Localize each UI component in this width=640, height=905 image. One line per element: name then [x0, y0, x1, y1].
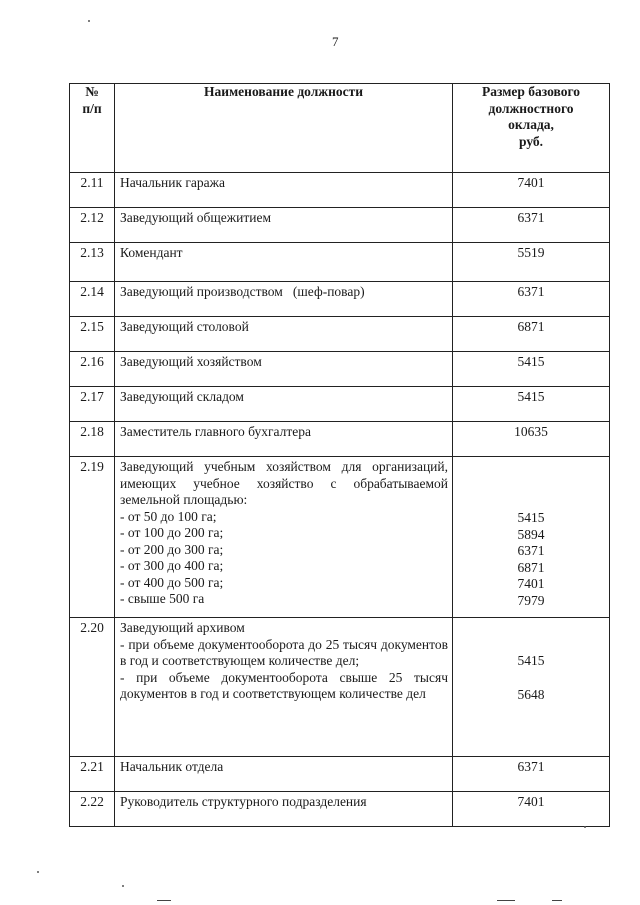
salary-value: 7401	[453, 792, 610, 827]
position-name: Начальник отдела	[115, 757, 453, 792]
salary-value: 7401	[517, 576, 545, 591]
position-name: Руководитель структурного подразделения	[115, 792, 453, 827]
position-name: Комендант	[115, 243, 453, 282]
position-title: Заведующий архивом	[120, 620, 245, 635]
salary-value: 7401	[453, 173, 610, 208]
condition-label: - при объеме документооборота до 25 тысяч документов в год и соответствующем количестве дел;	[120, 636, 448, 668]
scan-speck	[88, 20, 90, 22]
table-row	[70, 352, 610, 387]
header-num-line: п/п	[82, 100, 102, 116]
table-row	[70, 618, 610, 757]
salary-table	[69, 83, 610, 827]
salary-value: 6371	[517, 543, 545, 558]
salary-value: 6871	[517, 559, 545, 575]
table-row	[70, 282, 610, 317]
range-label: - от 50 до 100 га;	[120, 508, 217, 524]
table-row	[70, 757, 610, 792]
row-number: 2.15	[70, 317, 115, 352]
salary-value: 6371	[453, 757, 610, 792]
position-name: Начальник гаража	[115, 173, 453, 208]
header-salary	[453, 84, 610, 173]
range-label: - свыше 500 га	[120, 591, 205, 606]
header-salary-line: должностного	[488, 100, 574, 116]
scan-mark	[497, 900, 515, 901]
position-name: Заведующий производством (шеф-повар)	[115, 282, 453, 317]
row-number: 2.21	[70, 757, 115, 792]
salary-value: 5415	[517, 510, 545, 525]
scan-mark	[552, 900, 562, 901]
table-row	[70, 173, 610, 208]
position-name: Заведующий столовой	[115, 317, 453, 352]
table-row	[70, 243, 610, 282]
row-number: 2.18	[70, 422, 115, 457]
position-name	[115, 457, 453, 618]
scan-speck	[37, 871, 39, 873]
scan-speck	[122, 885, 124, 887]
scan-speck	[584, 826, 586, 828]
salary-value: 5415	[453, 387, 610, 422]
row-number: 2.11	[70, 173, 115, 208]
row-number: 2.12	[70, 208, 115, 243]
row-number: 2.17	[70, 387, 115, 422]
salary-value: 6371	[453, 282, 610, 317]
row-number: 2.20	[70, 618, 115, 757]
position-name: Заведующий хозяйством	[115, 352, 453, 387]
range-label: - от 100 до 200 га;	[120, 525, 224, 540]
salary-value: 5415	[453, 352, 610, 387]
salary-value: 5519	[453, 243, 610, 282]
position-name	[115, 618, 453, 757]
salary-value: 7979	[517, 592, 545, 608]
header-num-line: №	[85, 84, 99, 99]
header-salary-line: руб.	[518, 133, 544, 149]
salary-value: 6371	[453, 208, 610, 243]
row-number: 2.16	[70, 352, 115, 387]
salary-values	[453, 457, 610, 618]
table-row	[70, 317, 610, 352]
page-number: 7	[332, 34, 339, 49]
range-label: - от 200 до 300 га;	[120, 541, 224, 557]
table-row	[70, 208, 610, 243]
salary-value: 5648	[517, 686, 545, 702]
scan-mark	[157, 900, 171, 901]
position-intro: Заведующий учебным хозяйством для организаций, имеющих учебное хозяйство с обрабатываемой земельной площадью:	[120, 459, 448, 507]
header-num	[70, 84, 115, 173]
salary-value: 10635	[453, 422, 610, 457]
table-header-row	[70, 84, 610, 173]
salary-value: 6871	[453, 317, 610, 352]
position-name: Заведующий общежитием	[115, 208, 453, 243]
table-row	[70, 387, 610, 422]
range-label: - от 300 до 400 га;	[120, 558, 224, 573]
header-salary-line: оклада,	[508, 117, 554, 132]
condition-label: - при объеме документооборота свыше 25 тысяч документов в год и соответствующем количестве дел	[120, 669, 448, 701]
row-number: 2.22	[70, 792, 115, 827]
salary-values	[453, 618, 610, 757]
salary-value: 5894	[517, 526, 545, 542]
table-row	[70, 457, 610, 618]
table-row	[70, 792, 610, 827]
header-position: Наименование должности	[115, 84, 453, 173]
row-number: 2.19	[70, 457, 115, 618]
row-number: 2.13	[70, 243, 115, 282]
header-salary-line: Размер базового	[481, 84, 581, 99]
position-name: Заместитель главного бухгалтера	[115, 422, 453, 457]
position-name: Заведующий складом	[115, 387, 453, 422]
salary-value: 5415	[517, 653, 545, 668]
range-label: - от 400 до 500 га;	[120, 574, 224, 590]
row-number: 2.14	[70, 282, 115, 317]
table-row	[70, 422, 610, 457]
